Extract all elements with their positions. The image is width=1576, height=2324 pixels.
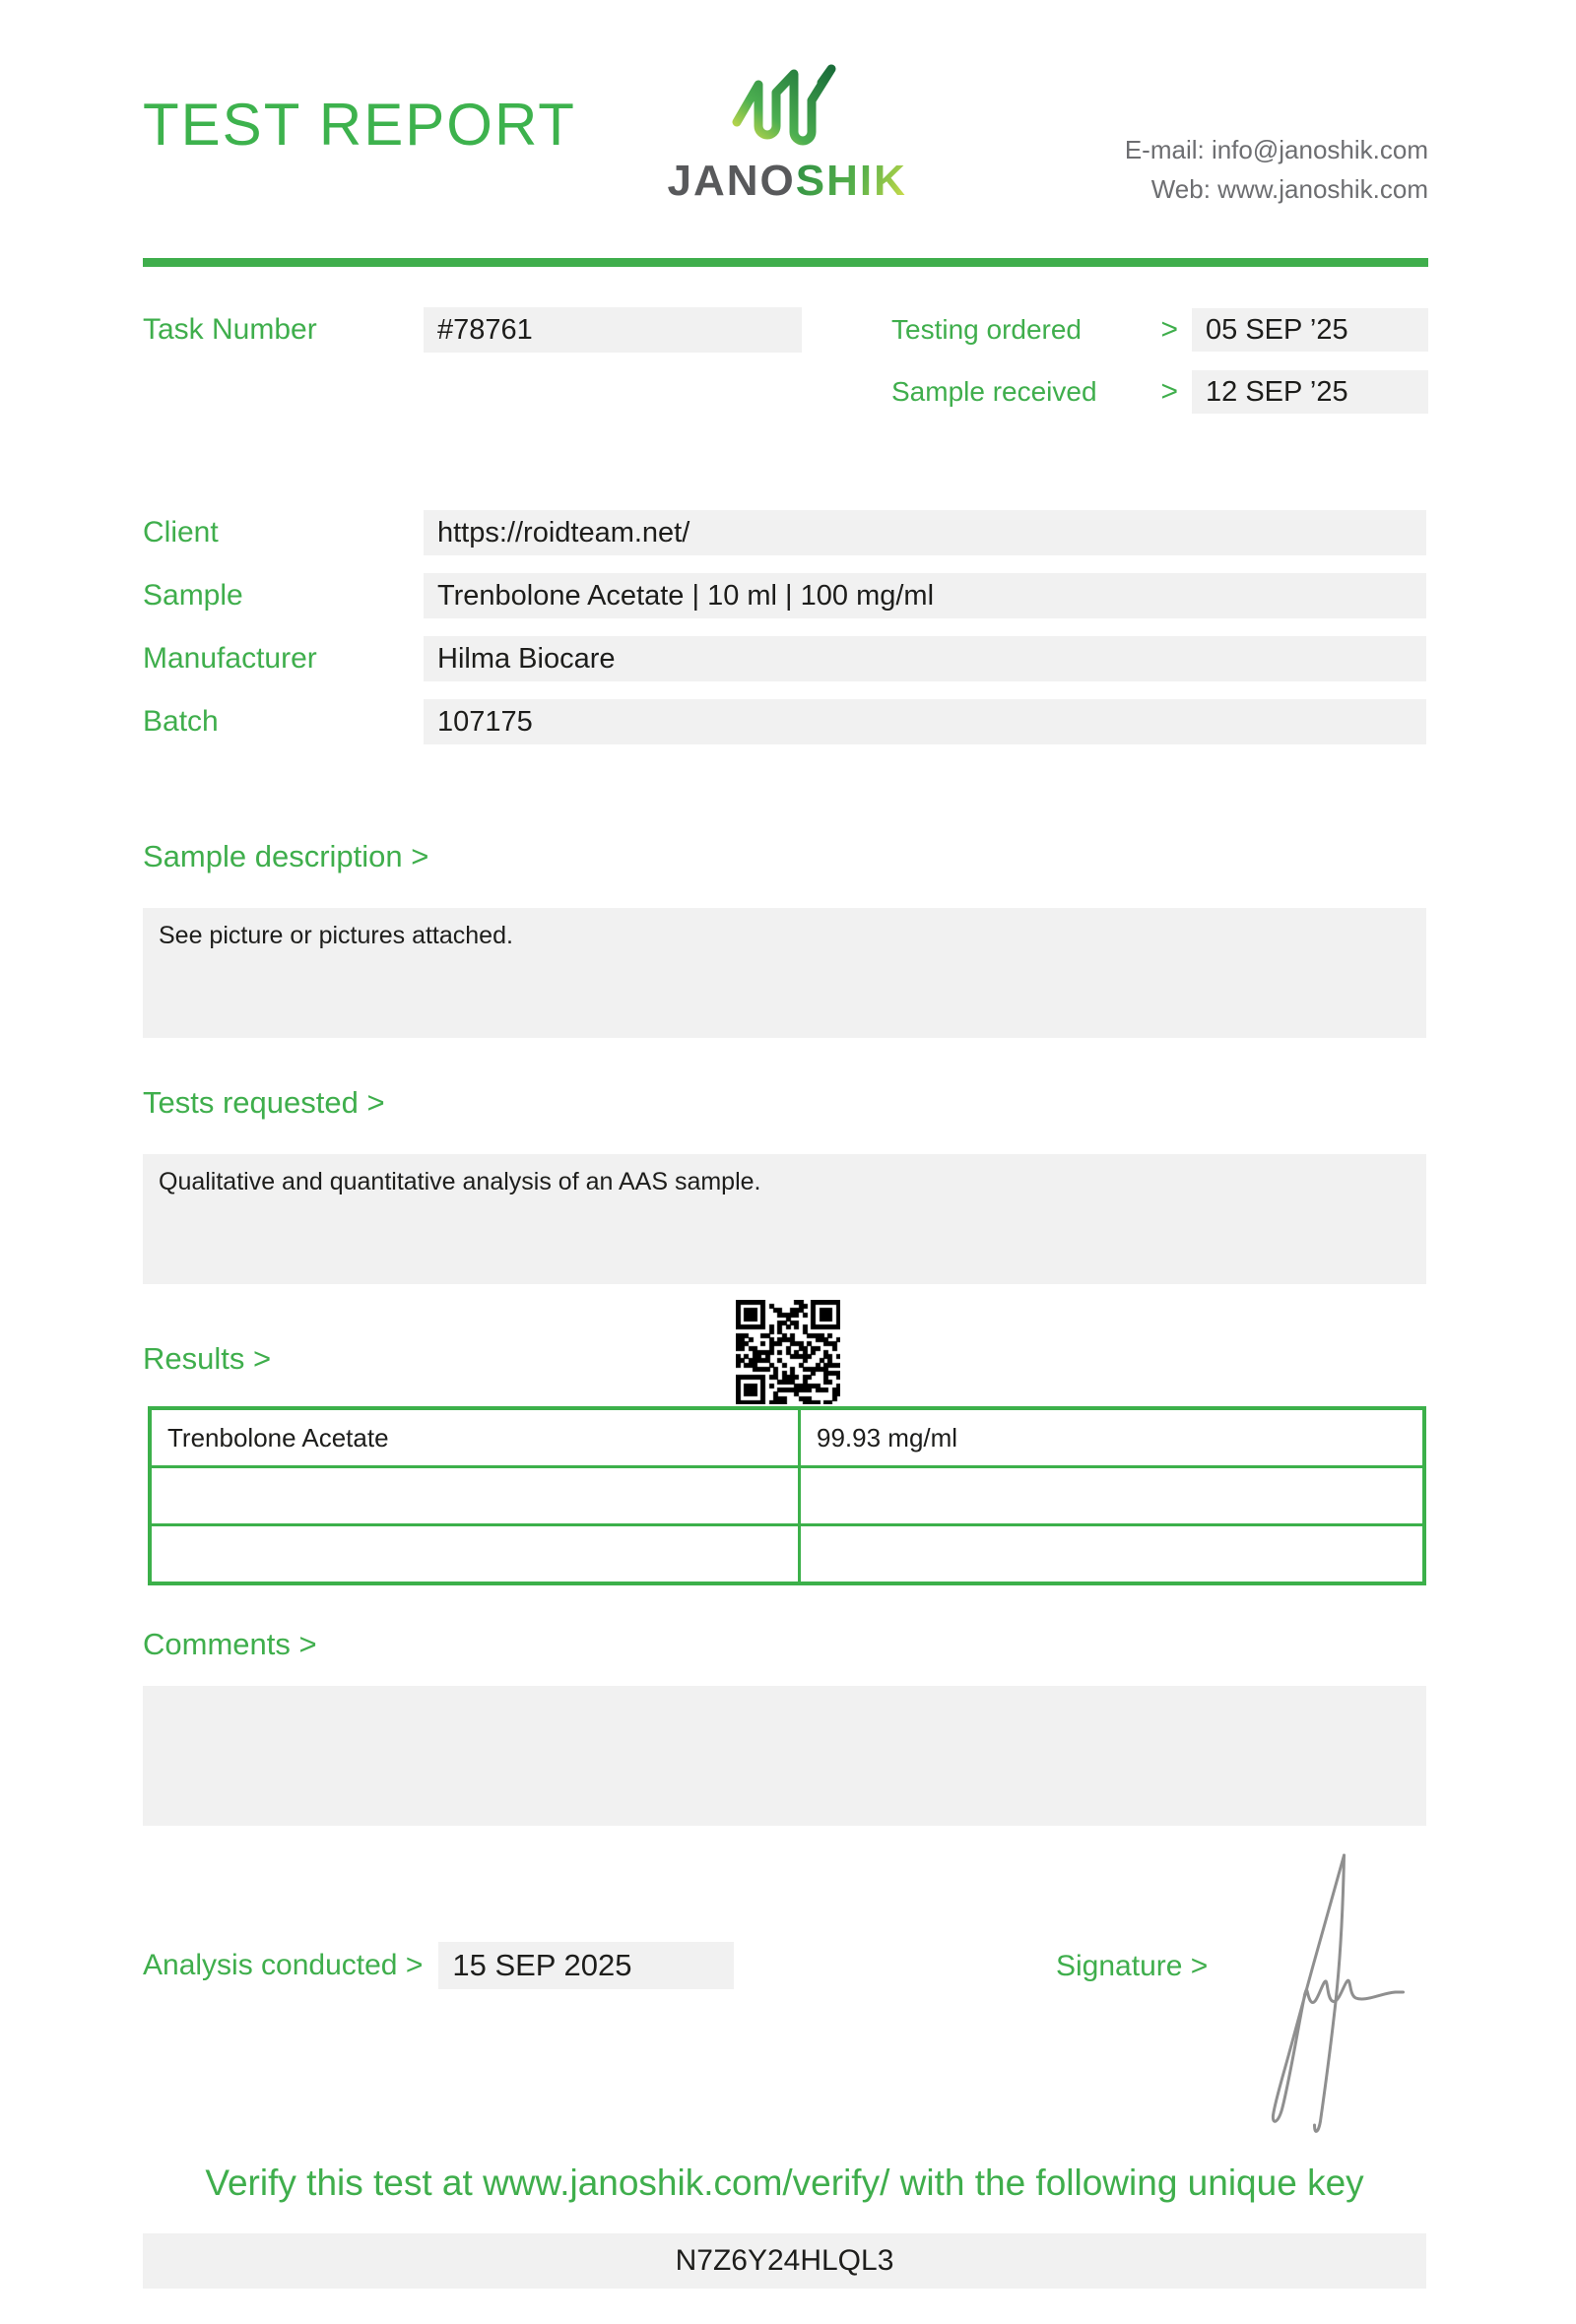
batch-label: Batch	[143, 705, 219, 738]
client-row	[143, 510, 1426, 555]
manufacturer-label: Manufacturer	[143, 642, 317, 675]
header-divider	[143, 258, 1428, 267]
manufacturer-row	[143, 636, 1426, 681]
result-analyte-cell	[150, 1525, 800, 1584]
table-row	[150, 1525, 1424, 1584]
qr-code	[736, 1300, 840, 1404]
result-analyte-cell	[150, 1467, 800, 1525]
contact-email: E-mail: info@janoshik.com	[1124, 135, 1428, 164]
client-value: https://roidteam.net/	[424, 510, 1426, 555]
client-label: Client	[143, 516, 219, 549]
sample-description-box: See picture or pictures attached.	[143, 908, 1426, 1038]
sample-label: Sample	[143, 579, 243, 612]
logo-wordmark	[667, 157, 907, 205]
chevron-right-icon: >	[1160, 313, 1178, 346]
comments-heading: Comments >	[143, 1627, 317, 1661]
analysis-conducted-row	[143, 1942, 734, 1989]
table-row	[150, 1467, 1424, 1525]
task-number-row	[143, 307, 802, 353]
verify-instruction: Verify this test at www.janoshik.com/verify/ with the following unique key	[205, 2163, 1364, 2203]
testing-ordered-value: 05 SEP ’25	[1192, 308, 1428, 352]
sample-row	[143, 573, 1426, 618]
comments-box	[143, 1686, 1426, 1826]
result-value-cell	[800, 1525, 1425, 1584]
sample-received-row	[891, 369, 1428, 415]
logo-word-primary: JANO	[667, 157, 796, 205]
task-number-value: #78761	[424, 307, 802, 353]
result-value-cell	[800, 1467, 1425, 1525]
testing-ordered-label: Testing ordered	[891, 314, 1083, 345]
results-heading: Results >	[143, 1341, 272, 1376]
manufacturer-value: Hilma Biocare	[424, 636, 1426, 681]
sample-description-heading: Sample description >	[143, 839, 429, 873]
sample-received-value: 12 SEP ’25	[1192, 370, 1428, 414]
testing-ordered-row	[891, 307, 1428, 353]
growth-chart-arrow-icon	[712, 59, 860, 158]
header	[143, 59, 1428, 231]
result-analyte-cell: Trenbolone Acetate	[150, 1408, 800, 1467]
tests-requested-heading: Tests requested >	[143, 1085, 385, 1120]
table-row	[150, 1408, 1424, 1467]
chevron-right-icon: >	[1160, 375, 1178, 408]
sample-info-block	[143, 510, 1426, 762]
janoshik-logo	[667, 59, 907, 205]
batch-value: 107175	[424, 699, 1426, 744]
analysis-date-value: 15 SEP 2025	[438, 1942, 734, 1989]
sample-received-label: Sample received	[891, 376, 1097, 407]
page-title: TEST REPORT	[143, 92, 576, 158]
contact-web: Web: www.janoshik.com	[1150, 174, 1428, 204]
unique-key-value: N7Z6Y24HLQL3	[143, 2233, 1426, 2289]
contact-info	[1125, 130, 1428, 209]
result-value-cell: 99.93 mg/ml	[800, 1408, 1425, 1467]
sample-value: Trenbolone Acetate | 10 ml | 100 mg/ml	[424, 573, 1426, 618]
analysis-conducted-label: Analysis conducted >	[143, 1949, 424, 1981]
tests-requested-box: Qualitative and quantitative analysis of an AAS sample.	[143, 1154, 1426, 1284]
batch-row	[143, 699, 1426, 744]
task-number-label: Task Number	[143, 313, 317, 346]
handwritten-signature	[1243, 1847, 1415, 2138]
dates-block	[891, 307, 1428, 431]
signature-label: Signature >	[1056, 1950, 1209, 1982]
logo-word-secondary: SHIK	[795, 157, 907, 205]
results-table	[148, 1406, 1426, 1585]
